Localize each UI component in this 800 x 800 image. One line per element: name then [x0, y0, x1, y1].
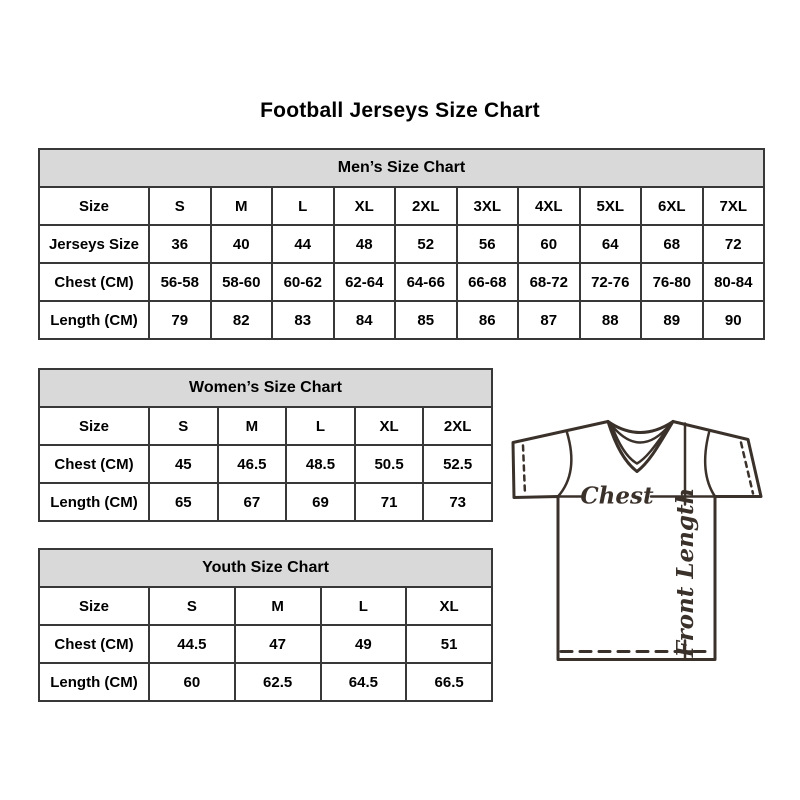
mens-row-label: Size — [39, 187, 149, 225]
youth-table-title: Youth Size Chart — [39, 549, 492, 587]
mens-cell: 48 — [334, 225, 396, 263]
mens-table-title-row — [39, 149, 764, 187]
womens-cell: 71 — [355, 483, 424, 521]
youth-cell: XL — [406, 587, 492, 625]
mens-cell: 6XL — [641, 187, 703, 225]
youth-table-row — [39, 663, 492, 701]
youth-cell: 64.5 — [321, 663, 407, 701]
mens-cell: 2XL — [395, 187, 457, 225]
mens-cell: 60 — [518, 225, 580, 263]
mens-cell: 7XL — [703, 187, 765, 225]
mens-cell: 82 — [211, 301, 273, 339]
womens-cell: L — [286, 407, 355, 445]
youth-cell: 66.5 — [406, 663, 492, 701]
womens-cell: 65 — [149, 483, 218, 521]
womens-size-table — [38, 368, 493, 522]
youth-cell: 60 — [149, 663, 235, 701]
womens-table-row — [39, 407, 492, 445]
mens-cell: 84 — [334, 301, 396, 339]
youth-table-title-row — [39, 549, 492, 587]
mens-size-table — [38, 148, 765, 340]
mens-cell: 5XL — [580, 187, 642, 225]
mens-cell: 72 — [703, 225, 765, 263]
mens-cell: 64-66 — [395, 263, 457, 301]
mens-table-row — [39, 263, 764, 301]
mens-cell: 79 — [149, 301, 211, 339]
mens-cell: 80-84 — [703, 263, 765, 301]
womens-table-row — [39, 445, 492, 483]
mens-cell: 88 — [580, 301, 642, 339]
mens-row-label: Chest (CM) — [39, 263, 149, 301]
womens-cell: 45 — [149, 445, 218, 483]
youth-cell: 44.5 — [149, 625, 235, 663]
womens-row-label: Length (CM) — [39, 483, 149, 521]
youth-row-label: Length (CM) — [39, 663, 149, 701]
youth-cell: 49 — [321, 625, 407, 663]
jersey-left-cuff-dashed-seam — [523, 446, 525, 495]
womens-cell: XL — [355, 407, 424, 445]
womens-cell: 52.5 — [423, 445, 492, 483]
jersey-outline — [513, 422, 761, 660]
jersey-diagram-svg — [503, 403, 775, 671]
mens-cell: 60-62 — [272, 263, 334, 301]
jersey-vneck-outer — [608, 422, 673, 472]
mens-cell: L — [272, 187, 334, 225]
mens-cell: 56 — [457, 225, 519, 263]
youth-cell: M — [235, 587, 321, 625]
youth-table-row — [39, 587, 492, 625]
mens-row-label: Length (CM) — [39, 301, 149, 339]
mens-table-row — [39, 187, 764, 225]
youth-cell: 51 — [406, 625, 492, 663]
mens-cell: 3XL — [457, 187, 519, 225]
mens-cell: 68-72 — [518, 263, 580, 301]
womens-cell: 50.5 — [355, 445, 424, 483]
mens-cell: 62-64 — [334, 263, 396, 301]
mens-cell: 89 — [641, 301, 703, 339]
youth-row-label: Chest (CM) — [39, 625, 149, 663]
mens-cell: XL — [334, 187, 396, 225]
youth-table-row — [39, 625, 492, 663]
womens-table-title: Women’s Size Chart — [39, 369, 492, 407]
womens-cell: 48.5 — [286, 445, 355, 483]
mens-cell: 68 — [641, 225, 703, 263]
mens-cell: 52 — [395, 225, 457, 263]
mens-cell: M — [211, 187, 273, 225]
mens-cell: 90 — [703, 301, 765, 339]
womens-row-label: Size — [39, 407, 149, 445]
mens-cell: 76-80 — [641, 263, 703, 301]
chest-measure-label: Chest — [580, 482, 654, 510]
mens-cell: 36 — [149, 225, 211, 263]
womens-table-row — [39, 483, 492, 521]
mens-cell: 58-60 — [211, 263, 273, 301]
jersey-right-armhole-seam — [705, 433, 715, 497]
mens-cell: 87 — [518, 301, 580, 339]
mens-cell: 56-58 — [149, 263, 211, 301]
page-title: Football Jerseys Size Chart — [260, 99, 540, 122]
womens-table-title-row — [39, 369, 492, 407]
mens-cell: 86 — [457, 301, 519, 339]
front-length-measure-label: Front Length — [672, 487, 699, 658]
mens-cell: 72-76 — [580, 263, 642, 301]
youth-size-table — [38, 548, 493, 702]
mens-row-label: Jerseys Size — [39, 225, 149, 263]
womens-cell: 69 — [286, 483, 355, 521]
mens-cell: 83 — [272, 301, 334, 339]
womens-row-label: Chest (CM) — [39, 445, 149, 483]
mens-table-row — [39, 301, 764, 339]
womens-cell: 46.5 — [218, 445, 287, 483]
mens-cell: 66-68 — [457, 263, 519, 301]
youth-cell: S — [149, 587, 235, 625]
womens-cell: M — [218, 407, 287, 445]
mens-cell: 40 — [211, 225, 273, 263]
youth-row-label: Size — [39, 587, 149, 625]
mens-table-row — [39, 225, 764, 263]
youth-cell: 62.5 — [235, 663, 321, 701]
youth-cell: L — [321, 587, 407, 625]
mens-cell: S — [149, 187, 211, 225]
mens-cell: 44 — [272, 225, 334, 263]
womens-cell: 2XL — [423, 407, 492, 445]
jersey-measurement-diagram — [503, 403, 775, 671]
mens-cell: 85 — [395, 301, 457, 339]
jersey-left-armhole-seam — [558, 433, 571, 497]
womens-cell: S — [149, 407, 218, 445]
youth-cell: 47 — [235, 625, 321, 663]
mens-cell: 4XL — [518, 187, 580, 225]
mens-table-title: Men’s Size Chart — [39, 149, 764, 187]
mens-cell: 64 — [580, 225, 642, 263]
womens-cell: 73 — [423, 483, 492, 521]
womens-cell: 67 — [218, 483, 287, 521]
